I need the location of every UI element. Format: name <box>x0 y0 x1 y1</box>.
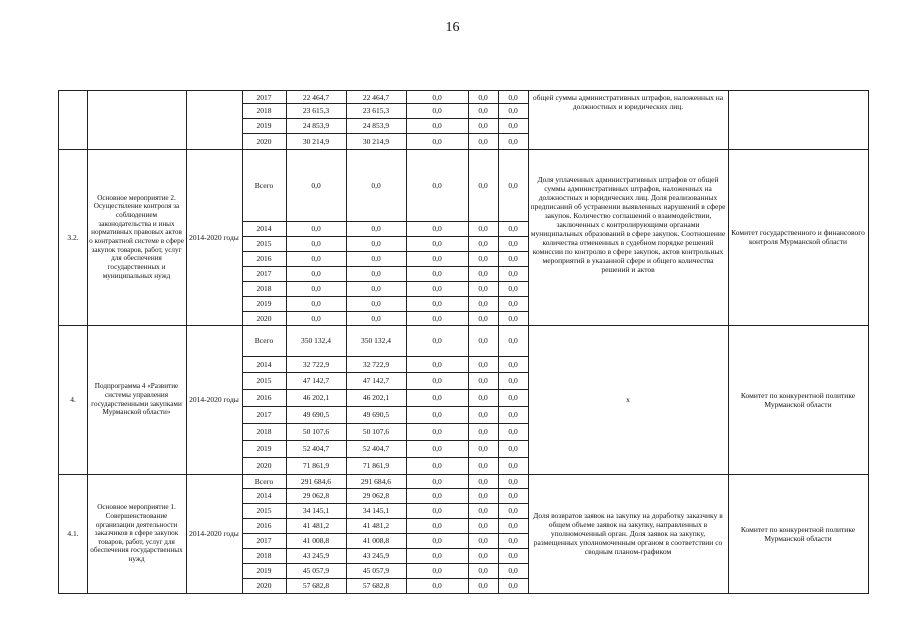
indicator-text: Доля возвратов заявок на закупку на доработку заказчику в общем объеме заявок на закупку, направленных в уполномоченный орган. Доля заявок на закупку, размещенных уполномоченным органом в соответствии со сводным планом-графиком <box>528 474 729 594</box>
federal-budget-value: 0,0 <box>406 548 469 564</box>
local-budget-value: 0,0 <box>468 563 499 579</box>
other-sources-value: 0,0 <box>498 90 529 104</box>
federal-budget-value: 0,0 <box>406 149 469 222</box>
year-cell: 2014 <box>242 221 287 237</box>
local-budget-value: 0,0 <box>468 389 499 407</box>
total-value: 0,0 <box>286 266 347 282</box>
year-cell: 2019 <box>242 440 287 458</box>
year-cell: 2019 <box>242 563 287 579</box>
other-sources-value: 0,0 <box>498 423 529 441</box>
local-budget-value: 0,0 <box>468 90 499 104</box>
regional-budget-value: 34 145,1 <box>346 503 407 519</box>
total-value: 57 682,8 <box>286 578 347 594</box>
federal-budget-value: 0,0 <box>406 311 469 326</box>
row-number: 4.1. <box>58 474 88 594</box>
regional-budget-value: 23 615,3 <box>346 103 407 119</box>
executor-text <box>728 90 869 150</box>
federal-budget-value: 0,0 <box>406 533 469 549</box>
other-sources-value: 0,0 <box>498 296 529 312</box>
local-budget-value: 0,0 <box>468 266 499 282</box>
total-value: 0,0 <box>286 251 347 267</box>
regional-budget-value: 29 062,8 <box>346 488 407 504</box>
regional-budget-value: 0,0 <box>346 281 407 297</box>
regional-budget-value: 291 684,6 <box>346 474 407 489</box>
local-budget-value: 0,0 <box>468 548 499 564</box>
local-budget-value: 0,0 <box>468 236 499 252</box>
local-budget-value: 0,0 <box>468 488 499 504</box>
local-budget-value: 0,0 <box>468 578 499 594</box>
activity-name <box>87 90 187 150</box>
federal-budget-value: 0,0 <box>406 90 469 104</box>
regional-budget-value: 49 690,5 <box>346 406 407 424</box>
row-number: 3.2. <box>58 149 88 326</box>
federal-budget-value: 0,0 <box>406 251 469 267</box>
other-sources-value: 0,0 <box>498 149 529 222</box>
local-budget-value: 0,0 <box>468 474 499 489</box>
total-value: 41 008,8 <box>286 533 347 549</box>
other-sources-value: 0,0 <box>498 118 529 134</box>
regional-budget-value: 57 682,8 <box>346 578 407 594</box>
regional-budget-value: 350 132,4 <box>346 325 407 357</box>
local-budget-value: 0,0 <box>468 103 499 119</box>
other-sources-value: 0,0 <box>498 236 529 252</box>
year-cell: Всего <box>242 474 287 489</box>
total-value: 49 690,5 <box>286 406 347 424</box>
other-sources-value: 0,0 <box>498 474 529 489</box>
regional-budget-value: 32 722,9 <box>346 356 407 373</box>
regional-budget-value: 71 861,9 <box>346 457 407 475</box>
regional-budget-value: 0,0 <box>346 221 407 237</box>
year-cell: 2020 <box>242 133 287 150</box>
other-sources-value: 0,0 <box>498 133 529 150</box>
federal-budget-value: 0,0 <box>406 423 469 441</box>
year-cell: 2016 <box>242 518 287 534</box>
total-value: 34 145,1 <box>286 503 347 519</box>
year-cell: 2019 <box>242 296 287 312</box>
indicator-text: общей суммы административных штрафов, наложенных на должностных и юридических лиц. <box>528 90 729 150</box>
total-value: 30 214,9 <box>286 133 347 150</box>
total-value: 0,0 <box>286 281 347 297</box>
total-value: 43 245,9 <box>286 548 347 564</box>
row-number <box>58 90 88 150</box>
federal-budget-value: 0,0 <box>406 518 469 534</box>
total-value: 23 615,3 <box>286 103 347 119</box>
other-sources-value: 0,0 <box>498 563 529 579</box>
regional-budget-value: 41 481,2 <box>346 518 407 534</box>
indicator-text: Доля уплаченных административных штрафов от общей суммы административных штрафов, наложенных на должностных и юридических лиц. Доля реализованных предписаний об устранении выявленных нарушений в сфере закупок. Количество соглашений о взаимодействии, заключенных с контролирующими органами муниципальных образований в сфере закупок. Соотношение количества отмененных в судебном порядке решений комиссии по контролю в сфере закупок, актов контрольных мероприятий в указанной сфере и общего количества решений и актов <box>528 149 729 326</box>
total-value: 0,0 <box>286 221 347 237</box>
year-cell: 2018 <box>242 423 287 441</box>
period: 2014-2020 годы <box>186 474 243 594</box>
total-value: 24 853,9 <box>286 118 347 134</box>
federal-budget-value: 0,0 <box>406 221 469 237</box>
total-value: 22 464,7 <box>286 90 347 104</box>
federal-budget-value: 0,0 <box>406 563 469 579</box>
total-value: 32 722,9 <box>286 356 347 373</box>
federal-budget-value: 0,0 <box>406 325 469 357</box>
regional-budget-value: 41 008,8 <box>346 533 407 549</box>
year-cell: 2016 <box>242 389 287 407</box>
total-value: 45 057,9 <box>286 563 347 579</box>
local-budget-value: 0,0 <box>468 503 499 519</box>
federal-budget-value: 0,0 <box>406 389 469 407</box>
other-sources-value: 0,0 <box>498 548 529 564</box>
local-budget-value: 0,0 <box>468 221 499 237</box>
local-budget-value: 0,0 <box>468 133 499 150</box>
local-budget-value: 0,0 <box>468 457 499 475</box>
local-budget-value: 0,0 <box>468 281 499 297</box>
local-budget-value: 0,0 <box>468 356 499 373</box>
period <box>186 90 243 150</box>
regional-budget-value: 50 107,6 <box>346 423 407 441</box>
period: 2014-2020 годы <box>186 149 243 326</box>
year-cell: 2018 <box>242 548 287 564</box>
year-cell: 2017 <box>242 266 287 282</box>
federal-budget-value: 0,0 <box>406 488 469 504</box>
federal-budget-value: 0,0 <box>406 281 469 297</box>
federal-budget-value: 0,0 <box>406 578 469 594</box>
regional-budget-value: 47 142,7 <box>346 372 407 390</box>
other-sources-value: 0,0 <box>498 356 529 373</box>
regional-budget-value: 0,0 <box>346 311 407 326</box>
other-sources-value: 0,0 <box>498 311 529 326</box>
total-value: 0,0 <box>286 149 347 222</box>
regional-budget-value: 45 057,9 <box>346 563 407 579</box>
year-cell: Всего <box>242 149 287 222</box>
federal-budget-value: 0,0 <box>406 118 469 134</box>
total-value: 47 142,7 <box>286 372 347 390</box>
other-sources-value: 0,0 <box>498 251 529 267</box>
other-sources-value: 0,0 <box>498 281 529 297</box>
executor-text: Комитет государственного и финансового контроля Мурманской области <box>728 149 869 326</box>
year-cell: 2018 <box>242 103 287 119</box>
year-cell: 2020 <box>242 457 287 475</box>
local-budget-value: 0,0 <box>468 406 499 424</box>
year-cell: 2017 <box>242 533 287 549</box>
other-sources-value: 0,0 <box>498 518 529 534</box>
period: 2014-2020 годы <box>186 325 243 475</box>
federal-budget-value: 0,0 <box>406 474 469 489</box>
year-cell: 2015 <box>242 503 287 519</box>
other-sources-value: 0,0 <box>498 103 529 119</box>
other-sources-value: 0,0 <box>498 533 529 549</box>
activity-name: Основное мероприятие 2. Осуществление контроля за соблюдением законодательства и иных нормативных правовых актов о контрактной системе в сфере закупок товаров, работ, услуг для обеспечения государственных и муниципальных нужд <box>87 149 187 326</box>
regional-budget-value: 0,0 <box>346 266 407 282</box>
federal-budget-value: 0,0 <box>406 372 469 390</box>
year-cell: 2020 <box>242 578 287 594</box>
local-budget-value: 0,0 <box>468 423 499 441</box>
regional-budget-value: 24 853,9 <box>346 118 407 134</box>
regional-budget-value: 0,0 <box>346 296 407 312</box>
regional-budget-value: 0,0 <box>346 149 407 222</box>
other-sources-value: 0,0 <box>498 325 529 357</box>
local-budget-value: 0,0 <box>468 440 499 458</box>
year-cell: 2014 <box>242 488 287 504</box>
total-value: 50 107,6 <box>286 423 347 441</box>
local-budget-value: 0,0 <box>468 372 499 390</box>
federal-budget-value: 0,0 <box>406 266 469 282</box>
federal-budget-value: 0,0 <box>406 440 469 458</box>
local-budget-value: 0,0 <box>468 149 499 222</box>
other-sources-value: 0,0 <box>498 457 529 475</box>
other-sources-value: 0,0 <box>498 440 529 458</box>
year-cell: 2015 <box>242 236 287 252</box>
total-value: 350 132,4 <box>286 325 347 357</box>
local-budget-value: 0,0 <box>468 118 499 134</box>
other-sources-value: 0,0 <box>498 389 529 407</box>
other-sources-value: 0,0 <box>498 503 529 519</box>
regional-budget-value: 52 404,7 <box>346 440 407 458</box>
year-cell: 2020 <box>242 311 287 326</box>
page-number: 16 <box>445 20 460 35</box>
federal-budget-value: 0,0 <box>406 356 469 373</box>
total-value: 29 062,8 <box>286 488 347 504</box>
local-budget-value: 0,0 <box>468 296 499 312</box>
federal-budget-value: 0,0 <box>406 503 469 519</box>
activity-name: Основное мероприятие 1. Совершенствование организации деятельности заказчиков в сфере закупок товаров, работ, услуг для обеспечения государственных нужд <box>87 474 187 594</box>
year-cell: 2018 <box>242 281 287 297</box>
local-budget-value: 0,0 <box>468 311 499 326</box>
total-value: 0,0 <box>286 311 347 326</box>
other-sources-value: 0,0 <box>498 372 529 390</box>
local-budget-value: 0,0 <box>468 518 499 534</box>
indicator-text: х <box>528 325 729 475</box>
total-value: 41 481,2 <box>286 518 347 534</box>
row-number: 4. <box>58 325 88 475</box>
federal-budget-value: 0,0 <box>406 406 469 424</box>
federal-budget-value: 0,0 <box>406 296 469 312</box>
year-cell: 2019 <box>242 118 287 134</box>
local-budget-value: 0,0 <box>468 251 499 267</box>
federal-budget-value: 0,0 <box>406 457 469 475</box>
local-budget-value: 0,0 <box>468 533 499 549</box>
total-value: 0,0 <box>286 296 347 312</box>
federal-budget-value: 0,0 <box>406 103 469 119</box>
regional-budget-value: 22 464,7 <box>346 90 407 104</box>
year-cell: 2017 <box>242 90 287 104</box>
total-value: 52 404,7 <box>286 440 347 458</box>
year-cell: 2016 <box>242 251 287 267</box>
local-budget-value: 0,0 <box>468 325 499 357</box>
executor-text: Комитет по конкурентной политике Мурманской области <box>728 474 869 594</box>
regional-budget-value: 0,0 <box>346 236 407 252</box>
federal-budget-value: 0,0 <box>406 133 469 150</box>
year-cell: 2014 <box>242 356 287 373</box>
other-sources-value: 0,0 <box>498 488 529 504</box>
year-cell: Всего <box>242 325 287 357</box>
regional-budget-value: 46 202,1 <box>346 389 407 407</box>
other-sources-value: 0,0 <box>498 266 529 282</box>
total-value: 46 202,1 <box>286 389 347 407</box>
total-value: 291 684,6 <box>286 474 347 489</box>
total-value: 0,0 <box>286 236 347 252</box>
federal-budget-value: 0,0 <box>406 236 469 252</box>
year-cell: 2015 <box>242 372 287 390</box>
other-sources-value: 0,0 <box>498 221 529 237</box>
executor-text: Комитет по конкурентной политике Мурманской области <box>728 325 869 475</box>
total-value: 71 861,9 <box>286 457 347 475</box>
other-sources-value: 0,0 <box>498 578 529 594</box>
regional-budget-value: 0,0 <box>346 251 407 267</box>
year-cell: 2017 <box>242 406 287 424</box>
regional-budget-value: 43 245,9 <box>346 548 407 564</box>
other-sources-value: 0,0 <box>498 406 529 424</box>
regional-budget-value: 30 214,9 <box>346 133 407 150</box>
activity-name: Подпрограмма 4 «Развитие системы управления государственными закупками Мурманской области» <box>87 325 187 475</box>
